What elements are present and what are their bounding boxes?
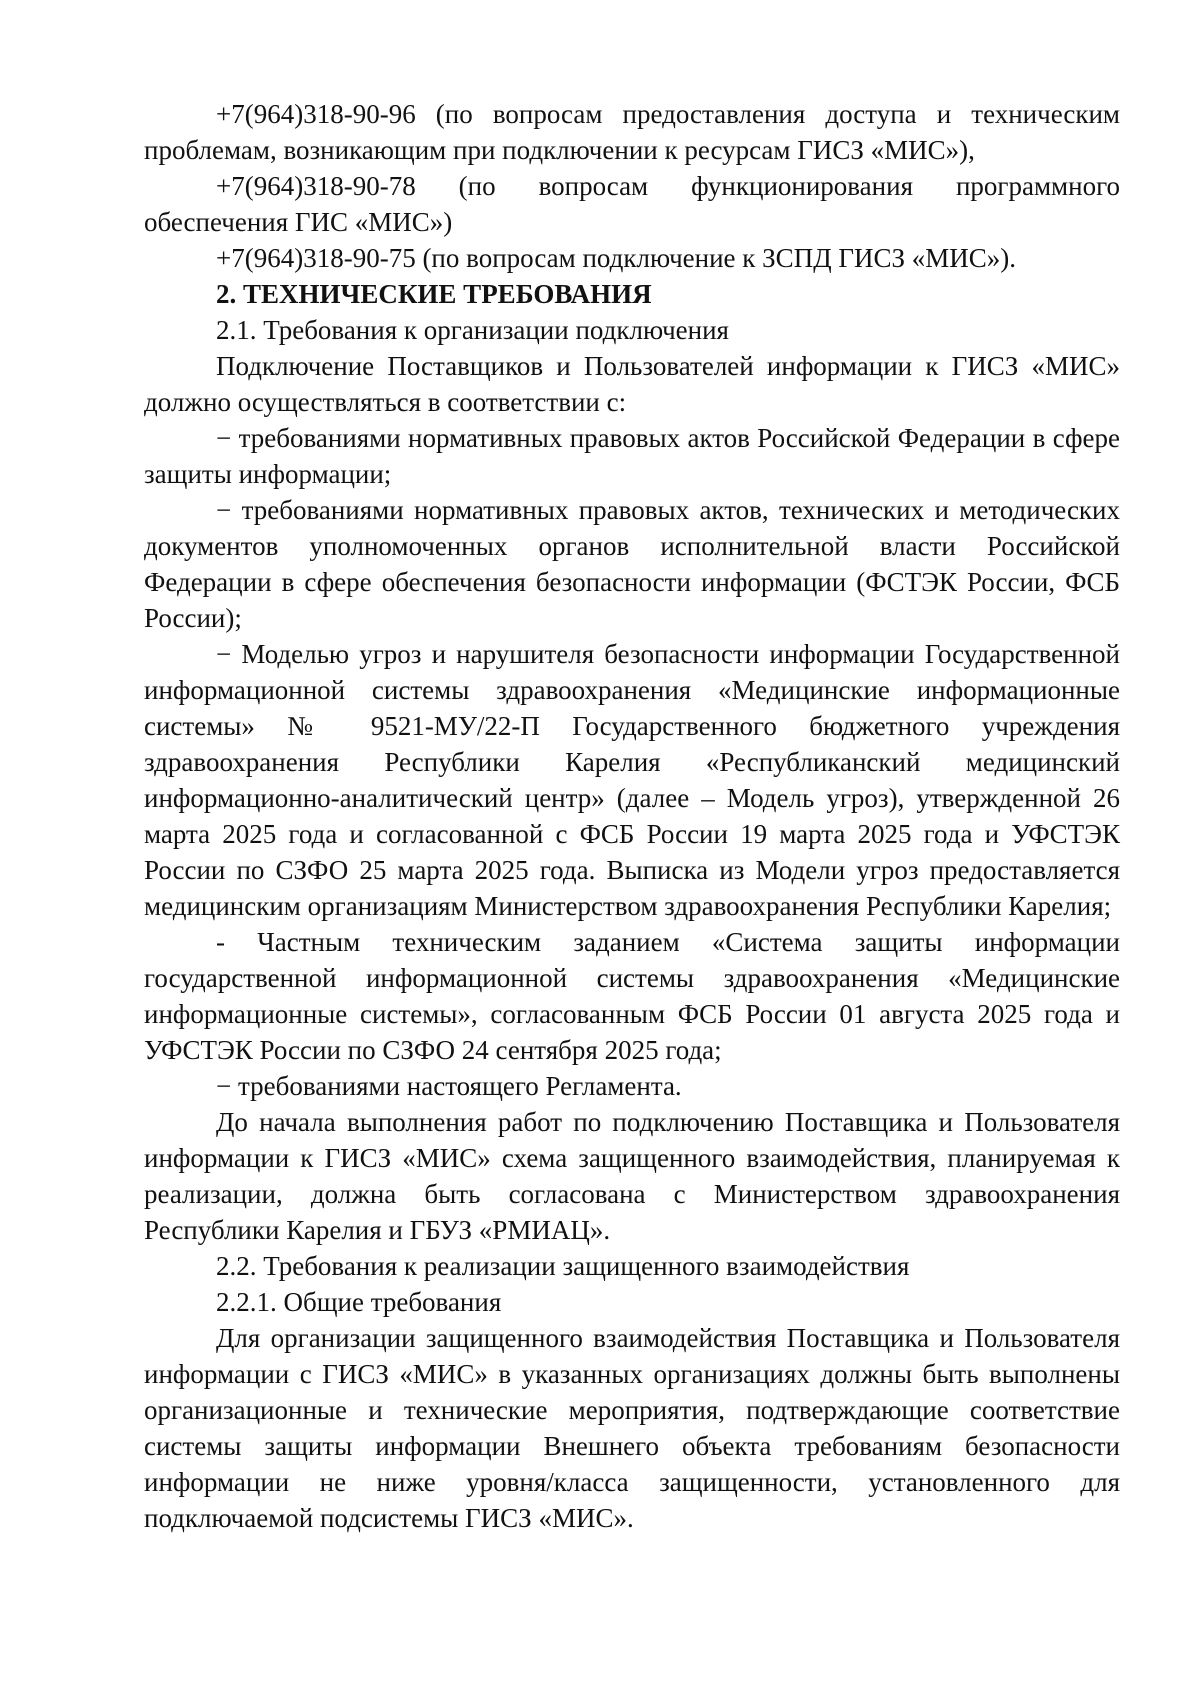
contact-line-access: +7(964)318-90-96 (по вопросам предоставления доступа и техническим проблемам, возникающим при подключении к ресурсам ГИСЗ «МИС»), (144, 99, 1120, 165)
general-requirements-paragraph: Для организации защищенного взаимодействия Поставщика и Пользователя информации с ГИСЗ «МИС» в указанных организациях должны быть выполнены организационные и технические мероприятия, подтверждающие соответствие системы защиты информации Внешнего объекта требованиям безопасности информации не ниже уровня/класса защищенности, установленного для подключаемой подсистемы ГИСЗ «МИС». (144, 1323, 1120, 1533)
section-heading: 2. ТЕХНИЧЕСКИЕ ТРЕБОВАНИЯ (216, 279, 652, 309)
requirement-item: − требованиями настоящего Регламента. (216, 1071, 682, 1101)
intro-paragraph: Подключение Поставщиков и Пользователей информации к ГИСЗ «МИС» должно осуществляться в соответствии с: (144, 351, 1120, 417)
subsection-title-2-1: 2.1. Требования к организации подключения (216, 315, 729, 345)
requirement-item: − требованиями нормативных правовых актов Российской Федерации в сфере защиты информации; (144, 423, 1120, 489)
requirement-item: - Частным техническим заданием «Система защиты информации государственной информационной системы здравоохранения «Медицинские информационные системы», согласованным ФСБ России 01 августа 2025 года и УФСТЭК России по СЗФО 24 сентября 2025 года; (144, 927, 1120, 1065)
subsection-title-2-2-1: 2.2.1. Общие требования (216, 1287, 502, 1317)
contact-line-software: +7(964)318-90-78 (по вопросам функционирования программного обеспечения ГИС «МИС») (144, 171, 1120, 237)
requirement-item: − требованиями нормативных правовых актов, технических и методических документов уполномоченных органов исполнительной власти Российской Федерации в сфере обеспечения безопасности информации (ФСТЭК России, ФСБ России); (144, 495, 1120, 633)
document-page (144, 96, 1120, 1536)
subsection-title-2-2: 2.2. Требования к реализации защищенного взаимодействия (216, 1251, 910, 1281)
approval-paragraph: До начала выполнения работ по подключению Поставщика и Пользователя информации к ГИСЗ «МИС» схема защищенного взаимодействия, планируемая к реализации, должна быть согласована с Министерством здравоохранения Республики Карелия и ГБУЗ «РМИАЦ». (144, 1107, 1120, 1245)
requirement-item: − Моделью угроз и нарушителя безопасности информации Государственной информационной системы здравоохранения «Медицинские информационные системы» № 9521-МУ/22-П Государственного бюджетного учреждения здравоохранения Республики Карелия «Республиканский медицинский информационно-аналитический центр» (далее – Модель угроз), утвержденной 26 марта 2025 года и согласованной с ФСБ России 19 марта 2025 года и УФСТЭК России по СЗФО 25 марта 2025 года. Выписка из Модели угроз предоставляется медицинским организациям Министерством здравоохранения Республики Карелия; (144, 639, 1120, 921)
contact-line-network: +7(964)318-90-75 (по вопросам подключение к ЗСПД ГИСЗ «МИС»). (216, 243, 1017, 273)
